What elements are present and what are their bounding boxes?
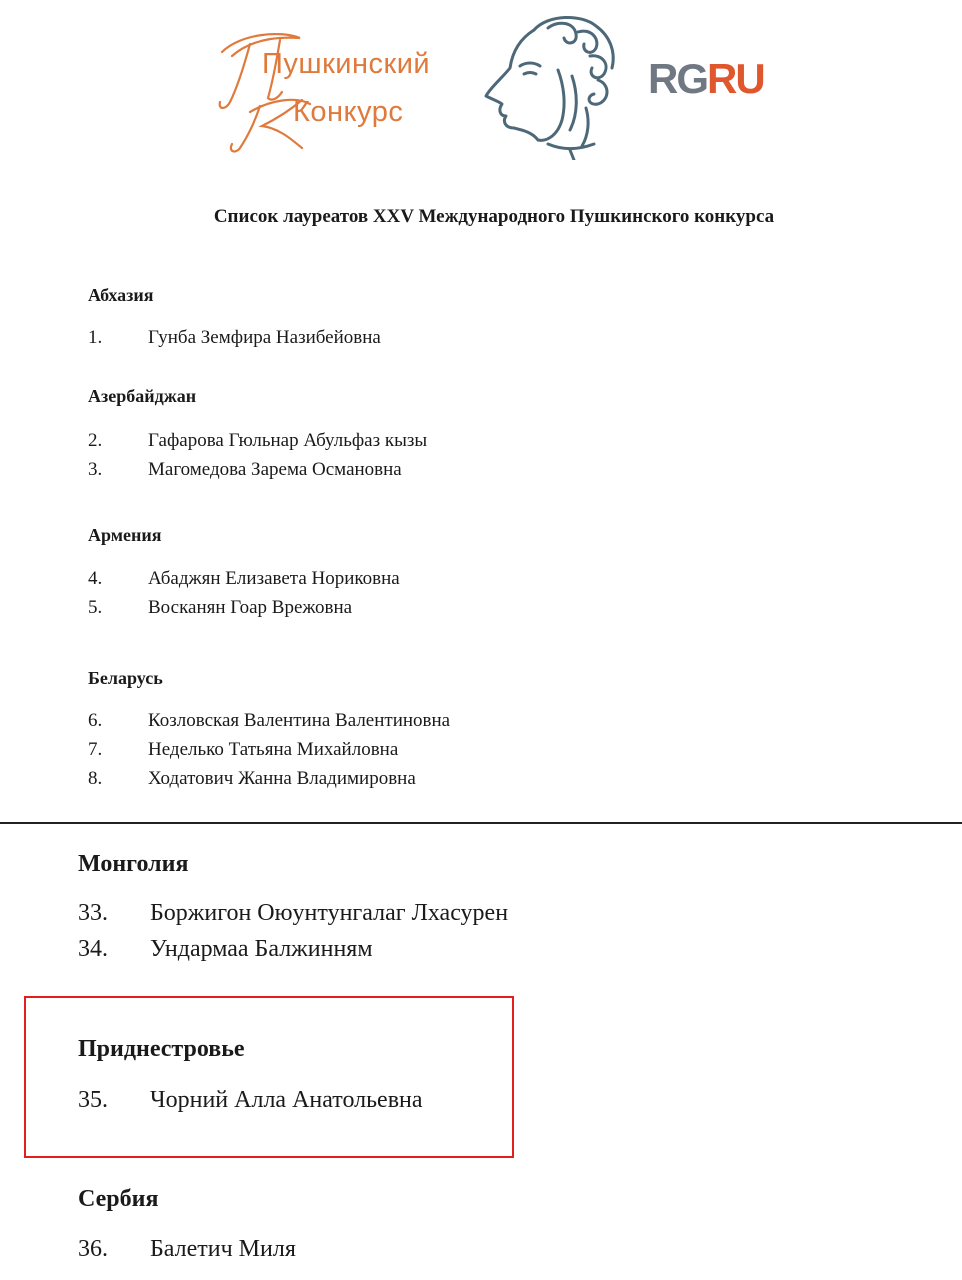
- list-item: [88, 323, 588, 352]
- list-item-name: Чорний Алла Анатольевна: [150, 1087, 423, 1113]
- list-item-number: 5.: [88, 597, 103, 618]
- logo-word-pushkinsky: Пушкинский: [262, 48, 431, 80]
- list-item: [88, 564, 588, 593]
- document-title: Список лауреатов XXV Международного Пушкинского конкурса: [213, 206, 775, 227]
- country-heading: Монголия: [78, 851, 189, 877]
- list-item-number: 33.: [78, 900, 108, 926]
- logo-ru-text: RU: [707, 55, 764, 102]
- list-item-name: Восканян Гоар Врежовна: [148, 597, 353, 618]
- list-item-number: 2.: [88, 430, 103, 451]
- list-item-name: Ундармаа Балжинням: [150, 936, 373, 962]
- list-item-number: 3.: [88, 459, 103, 480]
- list-item-name: Боржигон Оюунтунгалаг Лхасурен: [150, 900, 509, 926]
- list-item: [88, 593, 588, 622]
- country-heading: Абхазия: [88, 285, 154, 305]
- list-item: [88, 455, 588, 484]
- list-item: [88, 735, 588, 764]
- list-item-name: Ходатович Жанна Владимировна: [148, 768, 416, 789]
- list-item: [78, 900, 638, 932]
- section-divider: [0, 822, 962, 824]
- pushkin-portrait-logo: [478, 10, 636, 160]
- list-item-name: Гафарова Гюльнар Абульфаз кызы: [148, 430, 428, 451]
- pushkin-profile-icon: [478, 10, 636, 160]
- list-item-number: 36.: [78, 1236, 108, 1262]
- list-item: [78, 1087, 498, 1119]
- list-item-number: 8.: [88, 768, 103, 789]
- list-item: [88, 706, 588, 735]
- list-item-number: 35.: [78, 1087, 108, 1113]
- country-heading: Сербия: [78, 1186, 159, 1212]
- list-item: [88, 426, 588, 455]
- list-item: [88, 764, 588, 793]
- list-item-number: 1.: [88, 327, 103, 348]
- list-item-name: Козловская Валентина Валентиновна: [148, 710, 451, 731]
- logo-word-konkurs: Конкурс: [293, 96, 404, 128]
- list-item-name: Гунба Земфира Назибейовна: [148, 327, 381, 348]
- list-item: [78, 1236, 638, 1268]
- list-item-number: 4.: [88, 568, 103, 589]
- list-item-number: 34.: [78, 936, 108, 962]
- calligraphic-letters-icon: [210, 16, 330, 156]
- country-heading: Приднестровье: [78, 1036, 245, 1062]
- list-item-number: 6.: [88, 710, 103, 731]
- country-heading: Армения: [88, 525, 162, 545]
- list-item-number: 7.: [88, 739, 103, 760]
- list-item-name: Балетич Миля: [150, 1236, 296, 1262]
- list-item: [78, 936, 638, 968]
- list-item-name: Абаджян Елизавета Нориковна: [148, 568, 400, 589]
- logo-rg-text: RG: [648, 55, 707, 102]
- rg-ru-logo: [648, 55, 764, 102]
- list-item-name: Магомедова Зарема Османовна: [148, 459, 402, 480]
- highlight-frame: [24, 996, 514, 1158]
- list-item-name: Неделько Татьяна Михайловна: [148, 739, 399, 760]
- pushkin-contest-logo: [210, 16, 480, 156]
- country-heading: Азербайджан: [88, 386, 197, 406]
- country-heading: Беларусь: [88, 668, 163, 688]
